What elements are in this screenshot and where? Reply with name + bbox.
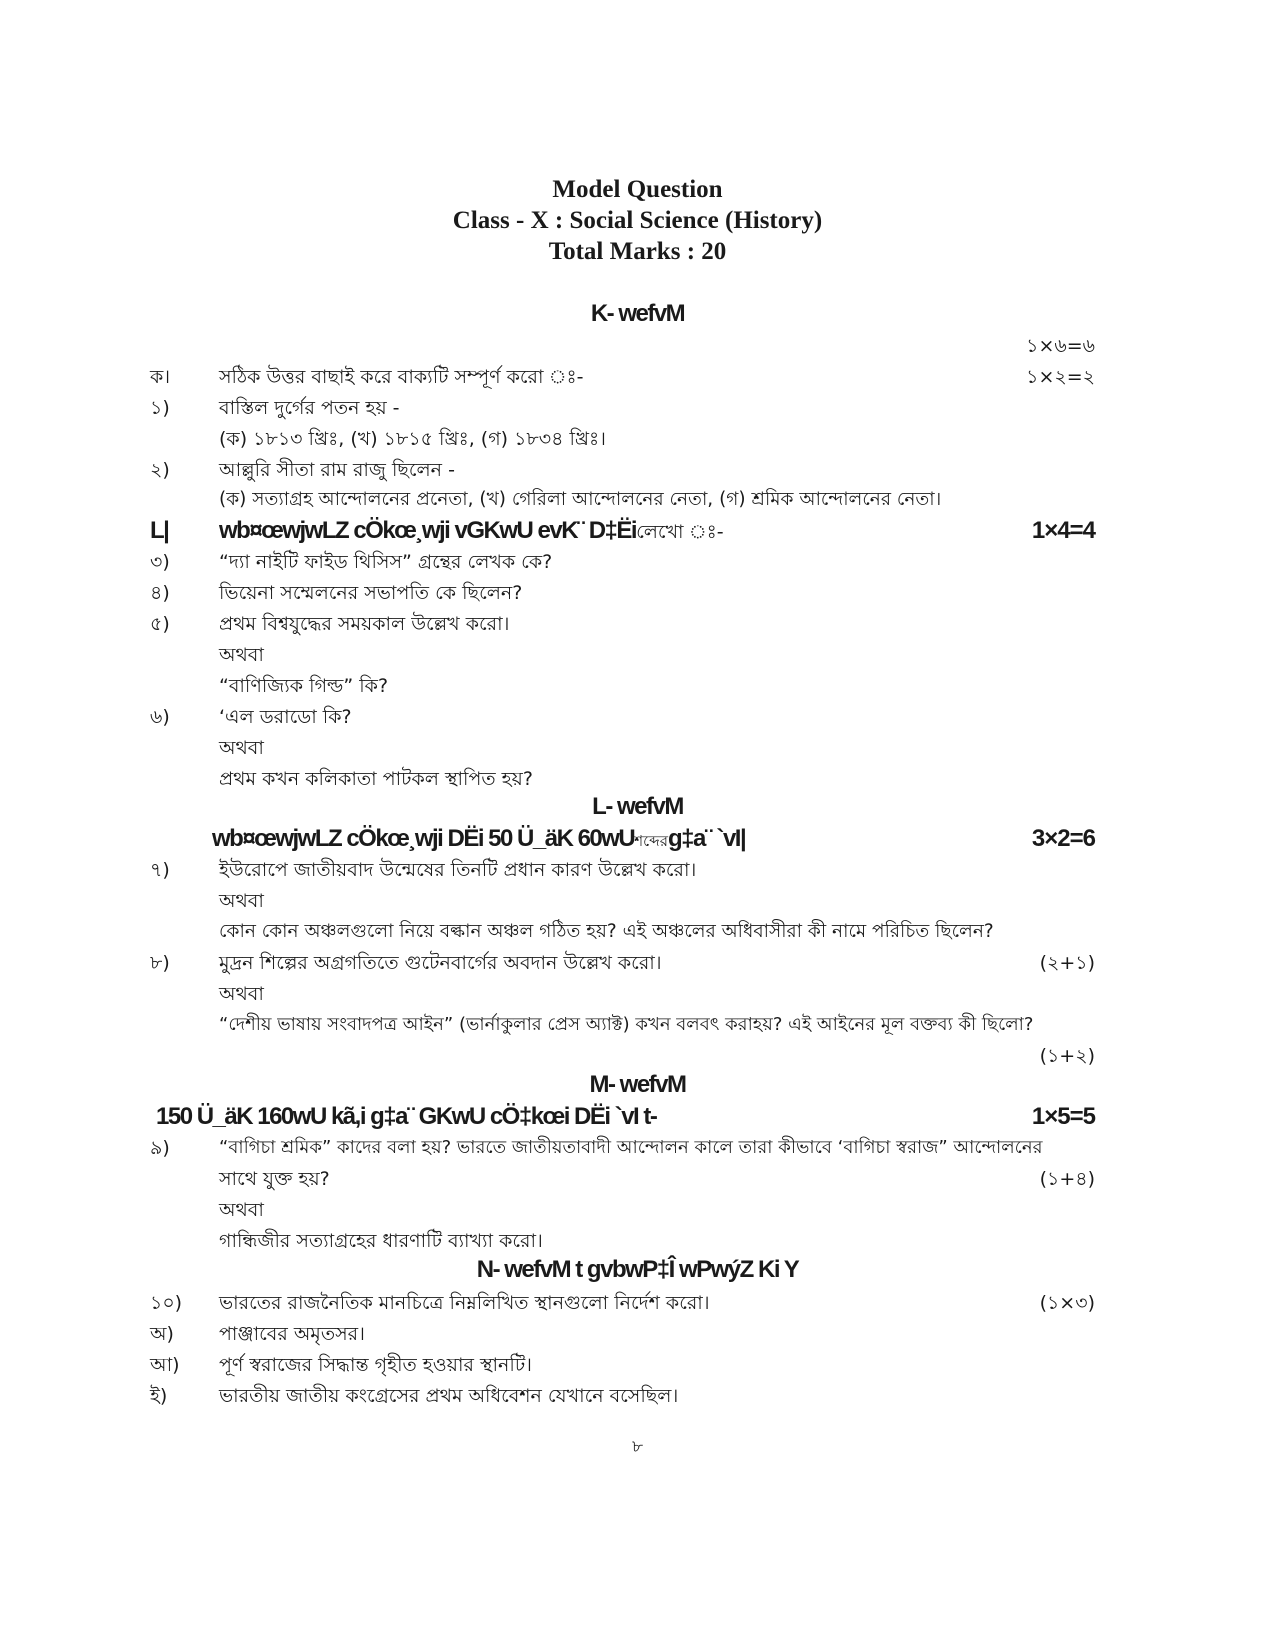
section-m-instruction: 150 Ü_äK 160wU kã,i g‡a¨ GKwU cÖ‡kœi DËi `vI t- <box>156 1103 657 1130</box>
part-kha-instruction-tail: লেখো ঃ- <box>636 521 724 543</box>
part-kha-instruction-garbled: wb¤œwjwLZ cÖkœ¸wji vGKwU evK¨ D‡Ëi <box>219 517 637 544</box>
q9-text-line2: সাথে যুক্ত হয়? <box>219 1168 330 1190</box>
q3-text: “দ্যা নাইটি ফাইড থিসিস” গ্রন্থের লেখক কে? <box>219 551 553 573</box>
q8-number: ৮) <box>150 952 170 974</box>
section-l-instruction <box>212 825 745 853</box>
q2-text: আল্লুরি সীতা রাম রাজু ছিলেন - <box>219 459 455 481</box>
q8-alt-text: “দেশীয় ভাষায় সংবাদপত্র আইন” (ভার্নাকুলার প্রেস অ্যাক্ট) কখন বলবৎ করাহয়? এই আইনের মূল বক্তব্য কী ছিলো? <box>219 1014 1034 1035</box>
q6-or: অথবা <box>219 737 264 759</box>
q2-options: (ক) সত্যাগ্রহ আন্দোলনের প্রনেতা, (খ) গেরিলা আন্দোলনের নেতা, (গ) শ্রমিক আন্দোলনের নেতা। <box>219 489 942 510</box>
document-title: Model Question <box>552 176 723 203</box>
q10-sub-a-text: পাঞ্জাবের অমৃতসর। <box>219 1323 365 1345</box>
section-l-instruction-garbled: wb¤œwjwLZ cÖkœ¸wji DËi 50 Ü_äK 60wU <box>212 825 635 852</box>
q9-alt-text: গান্ধিজীর সত্যাগ্রহের ধারণাটি ব্যাখ্যা করো। <box>219 1230 543 1252</box>
q3-number: ৩) <box>150 551 170 573</box>
q7-text: ইউরোপে জাতীয়বাদ উন্মেষের তিনটি প্রধান কারণ উল্লেখ করো। <box>219 859 697 881</box>
section-l-marks: 3×2=6 <box>1031 825 1095 852</box>
q10-sub-aa-text: পূর্ণ স্বরাজের সিদ্ধান্ত গৃহীত হওয়ার স্থানটি। <box>219 1354 532 1376</box>
q7-alt-text: কোন কোন অঞ্চলগুলো নিয়ে বল্কান অঞ্চল গঠিত হয়? এই অঞ্চলের অধিবাসীরা কী নামে পরিচিত ছিলেন? <box>219 921 994 942</box>
section-m-marks: 1×5=5 <box>1031 1103 1095 1130</box>
total-marks-line: Total Marks : 20 <box>548 238 727 265</box>
q6-number: ৬) <box>150 706 170 728</box>
q7-number: ৭) <box>150 859 170 881</box>
part-ka-instruction: সঠিক উত্তর বাছাই করে বাক্যটি সম্পূর্ণ করো ঃ- <box>219 366 584 388</box>
q5-text: প্রথম বিশ্বযুদ্ধের সময়কাল উল্লেখ করো। <box>219 613 510 635</box>
q10-sub-i-number: ই) <box>150 1385 168 1407</box>
q10-sub-a-number: অ) <box>150 1323 174 1345</box>
q8-text: মুদ্রন শিল্পের অগ্রগতিতে গুটেনবার্গের অবদান উল্লেখ করো। <box>219 952 662 974</box>
q1-text: বাস্তিল দুর্গের পতন হয় - <box>219 397 400 419</box>
q5-alt-text: “বাণিজ্যিক গিল্ড” কি? <box>219 675 389 697</box>
q7-or: অথবা <box>219 890 264 912</box>
q8-or: অথবা <box>219 983 264 1005</box>
q5-or: অথবা <box>219 644 264 666</box>
page-number: ৮ <box>631 1437 644 1457</box>
section-k-heading: K- wefvM <box>590 300 685 327</box>
q9-text-line1: “বাগিচা শ্রমিক” কাদের বলা হয়? ভারতে জাতীয়তাবাদী আন্দোলন কালে তারা কীভাবে ‘বাগিচা স্বরাজ” আন্দোলনের <box>219 1137 1043 1158</box>
q4-text: ভিয়েনা সম্মেলনের সভাপতি কে ছিলেন? <box>219 582 523 604</box>
q2-number: ২) <box>150 459 170 481</box>
q5-number: ৫) <box>150 613 170 635</box>
part-kha-marks: 1×4=4 <box>1031 517 1095 544</box>
q10-marks: (১×৩) <box>1039 1292 1095 1314</box>
section-l-heading: L- wefvM <box>592 793 683 820</box>
part-kha-label: L| <box>150 517 169 544</box>
section-m-heading: M- wefvM <box>589 1071 686 1098</box>
q1-options: (ক) ১৮১৩ খ্রিঃ, (খ) ১৮১৫ খ্রিঃ, (গ) ১৮৩৪ খ্রিঃ। <box>219 428 606 450</box>
q8-marks: (২+১) <box>1039 952 1095 974</box>
q10-sub-i-text: ভারতীয় জাতীয় কংগ্রেসের প্রথম অধিবেশন যেখানে বসেছিল। <box>219 1385 679 1407</box>
q10-text: ভারতের রাজনৈতিক মানচিত্রে নিম্নলিখিত স্থানগুলো নির্দেশ করো। <box>219 1292 710 1314</box>
q9-number: ৯) <box>150 1137 170 1159</box>
q8-alt-marks: (১+২) <box>1039 1045 1095 1067</box>
section-k-total-marks: ১×৬=৬ <box>1026 335 1095 357</box>
q10-number: ১০) <box>150 1292 183 1314</box>
q9-or: অথবা <box>219 1199 264 1221</box>
q9-marks: (১+৪) <box>1039 1168 1095 1190</box>
class-subject-line: Class - X : Social Science (History) <box>452 207 823 234</box>
section-n-heading: N- wefvM t gvbwP‡Î wPwýZ Ki Y <box>476 1256 799 1283</box>
q6-alt-text: প্রথম কখন কলিকাতা পাটকল স্থাপিত হয়? <box>219 768 533 790</box>
part-kha-instruction <box>219 517 724 545</box>
part-ka-marks: ১×২=২ <box>1026 366 1095 388</box>
q6-text: ‘এল ডরাডো কি? <box>219 706 352 728</box>
q10-sub-aa-number: আ) <box>150 1354 180 1376</box>
q1-number: ১) <box>150 397 170 419</box>
section-l-instruction-mid: শব্দের <box>634 832 668 850</box>
part-ka-label: ক। <box>150 366 171 388</box>
q4-number: ৪) <box>150 582 170 604</box>
section-l-instruction-garbled-tail: g‡a¨ `vI| <box>667 825 746 852</box>
